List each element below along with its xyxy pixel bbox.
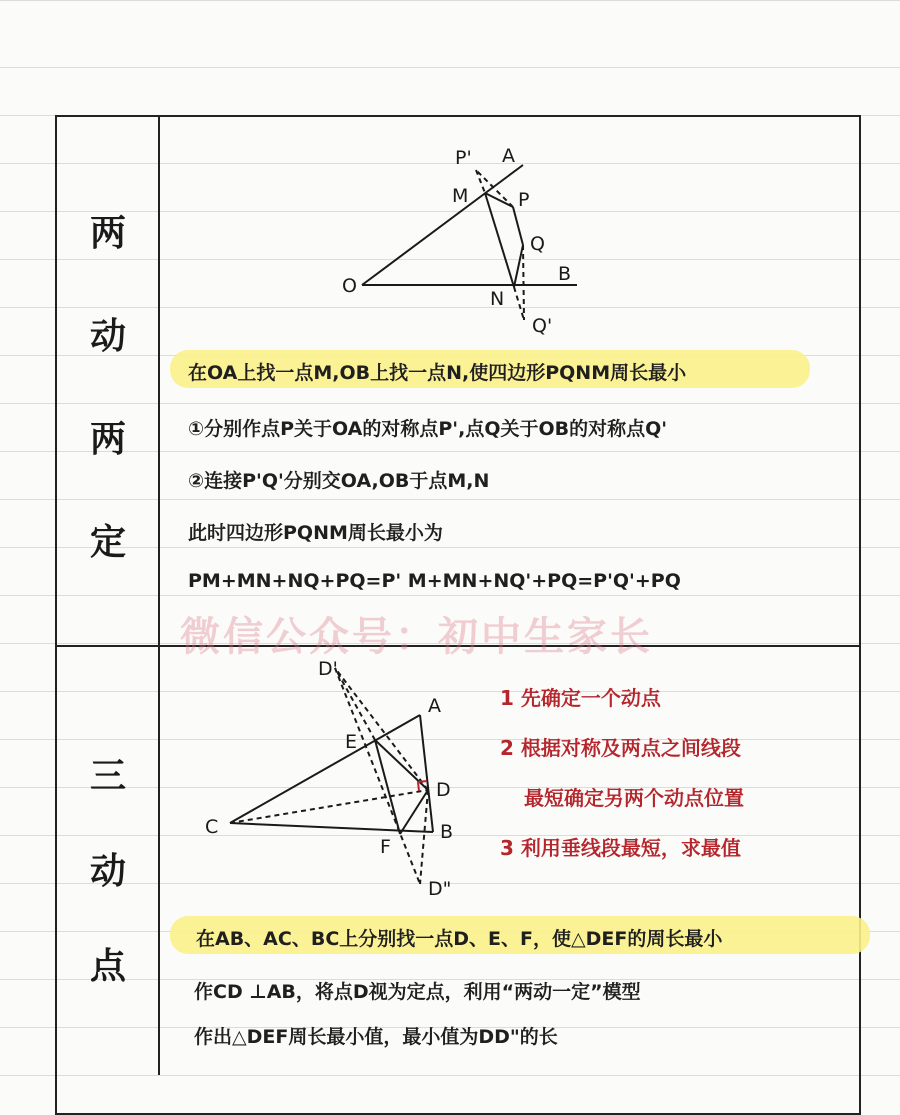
section1-title-char: 两: [89, 212, 126, 254]
dashed-d-dpp: [420, 790, 428, 884]
side-ca: [230, 715, 420, 823]
section2-step2: 作出△DEF周长最小值，最小值为DD"的长: [194, 1026, 558, 1048]
label-a2: A: [428, 695, 441, 717]
section1-title-char: 两: [89, 418, 126, 460]
label-c2: C: [205, 816, 219, 838]
section1-title-char: 动: [89, 315, 126, 357]
section1-formula: PM+MN+NQ+PQ=P' M+MN+NQ'+PQ=P'Q'+PQ: [188, 570, 681, 592]
section1-step1: ①分别作点P关于OA的对称点P',点Q关于OB的对称点Q': [188, 418, 668, 440]
section2-title-char: 动: [89, 850, 126, 892]
label-d2: D: [436, 779, 451, 801]
label-f2: F: [380, 836, 391, 858]
section1-problem: 在OA上找一点M,OB上找一点N,使四边形PQNM周长最小: [188, 362, 687, 384]
section1-conclusion: 此时四边形PQNM周长最小为: [188, 522, 443, 544]
note-2: 2 根据对称及两点之间线段: [500, 736, 741, 760]
label-q-prime: Q': [532, 315, 553, 337]
label-e2: E: [345, 731, 358, 753]
label-p: P: [518, 189, 530, 211]
section2-problem: 在AB、AC、BC上分别找一点D、E、F，使△DEF的周长最小: [196, 928, 723, 950]
label-b2: B: [440, 821, 454, 843]
label-b: B: [558, 263, 572, 285]
label-m: M: [452, 185, 469, 207]
section1-step2: ②连接P'Q'分别交OA,OB于点M,N: [188, 470, 490, 492]
dashed-e-dp: [335, 668, 375, 740]
segment-fd: [400, 790, 428, 834]
note-3: 最短确定另两个动点位置: [524, 786, 744, 810]
label-n: N: [490, 288, 505, 310]
label-a: A: [502, 145, 515, 167]
section2-step1: 作CD ⊥AB，将点D视为定点，利用“两动一定”模型: [194, 981, 641, 1003]
note-4: 3 利用垂线段最短，求最值: [500, 836, 741, 860]
label-d-prime: D': [318, 658, 338, 680]
label-p-prime: P': [455, 147, 472, 169]
section2-title-char: 点: [89, 945, 126, 987]
segment-ef: [375, 740, 400, 834]
watermark: 微信公众号：初中生家长: [180, 614, 653, 660]
label-d-double-prime: D": [428, 878, 452, 900]
section1-title-char: 定: [89, 521, 126, 563]
section2-title-char: 三: [89, 755, 126, 797]
note-1: 1 先确定一个动点: [500, 686, 661, 710]
label-o: O: [342, 275, 357, 297]
label-q: Q: [530, 233, 545, 255]
dashed-dp-dpp: [335, 668, 420, 884]
side-ab: [420, 715, 433, 832]
dashed-d-dp: [335, 668, 428, 790]
